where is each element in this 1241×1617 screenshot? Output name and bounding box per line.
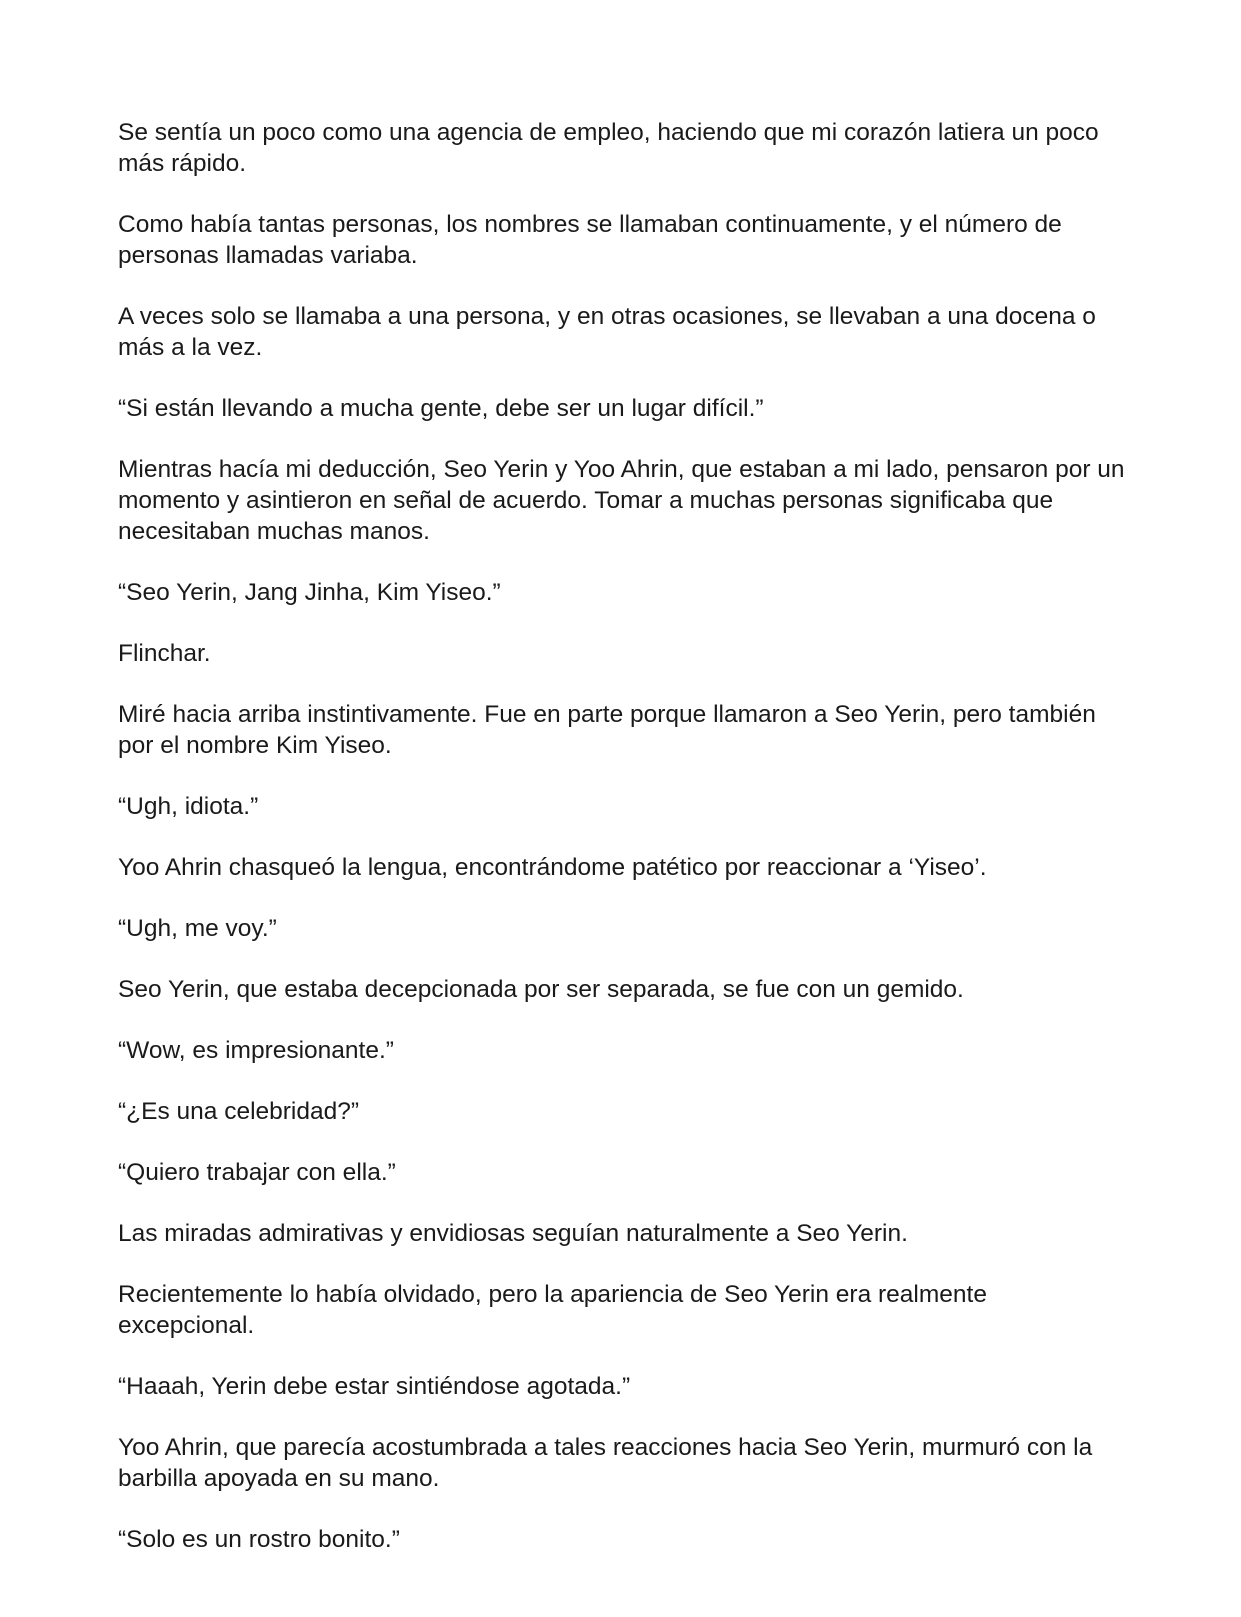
paragraph: Seo Yerin, que estaba decepcionada por ser separada, se fue con un gemido. (118, 976, 964, 1003)
paragraph: Yoo Ahrin chasqueó la lengua, encontrándome patético por reaccionar a ‘Yiseo’. (118, 854, 987, 881)
paragraph: “Haaah, Yerin debe estar sintiéndose agotada.” (118, 1373, 631, 1400)
paragraph: “Wow, es impresionante.” (118, 1037, 394, 1064)
paragraph: “Quiero trabajar con ella.” (118, 1159, 396, 1186)
paragraph: Las miradas admirativas y envidiosas seguían naturalmente a Seo Yerin. (118, 1220, 908, 1247)
paragraph: Flinchar. (118, 640, 211, 667)
paragraph: “Seo Yerin, Jang Jinha, Kim Yiseo.” (118, 579, 501, 606)
paragraph: Yoo Ahrin, que parecía acostumbrada a tales reacciones hacia Seo Yerin, murmuró con la barbilla apoyada en su mano. (118, 1434, 1093, 1492)
paragraph: Mientras hacía mi deducción, Seo Yerin y Yoo Ahrin, que estaban a mi lado, pensaron por un momento y asintieron en señal de acuerdo. Tomar a muchas personas significaba que necesitaban muchas manos. (118, 456, 1125, 545)
paragraph: “Ugh, me voy.” (118, 915, 277, 942)
paragraph: “Solo es un rostro bonito.” (118, 1526, 400, 1553)
paragraph: “¿Es una celebridad?” (118, 1098, 360, 1125)
paragraph: Recientemente lo había olvidado, pero la apariencia de Seo Yerin era realmente excepcional. (118, 1281, 987, 1339)
paragraph: A veces solo se llamaba a una persona, y en otras ocasiones, se llevaban a una docena o más a la vez. (118, 303, 1096, 361)
paragraph: Se sentía un poco como una agencia de empleo, haciendo que mi corazón latiera un poco más rápido. (118, 119, 1099, 177)
document-body (118, 117, 1128, 1555)
paragraph: Miré hacia arriba instintivamente. Fue en parte porque llamaron a Seo Yerin, pero también por el nombre Kim Yiseo. (118, 701, 1096, 759)
paragraph: “Si están llevando a mucha gente, debe ser un lugar difícil.” (118, 395, 764, 422)
paragraph: “Ugh, idiota.” (118, 793, 259, 820)
paragraph: Como había tantas personas, los nombres se llamaban continuamente, y el número de personas llamadas variaba. (118, 211, 1062, 269)
